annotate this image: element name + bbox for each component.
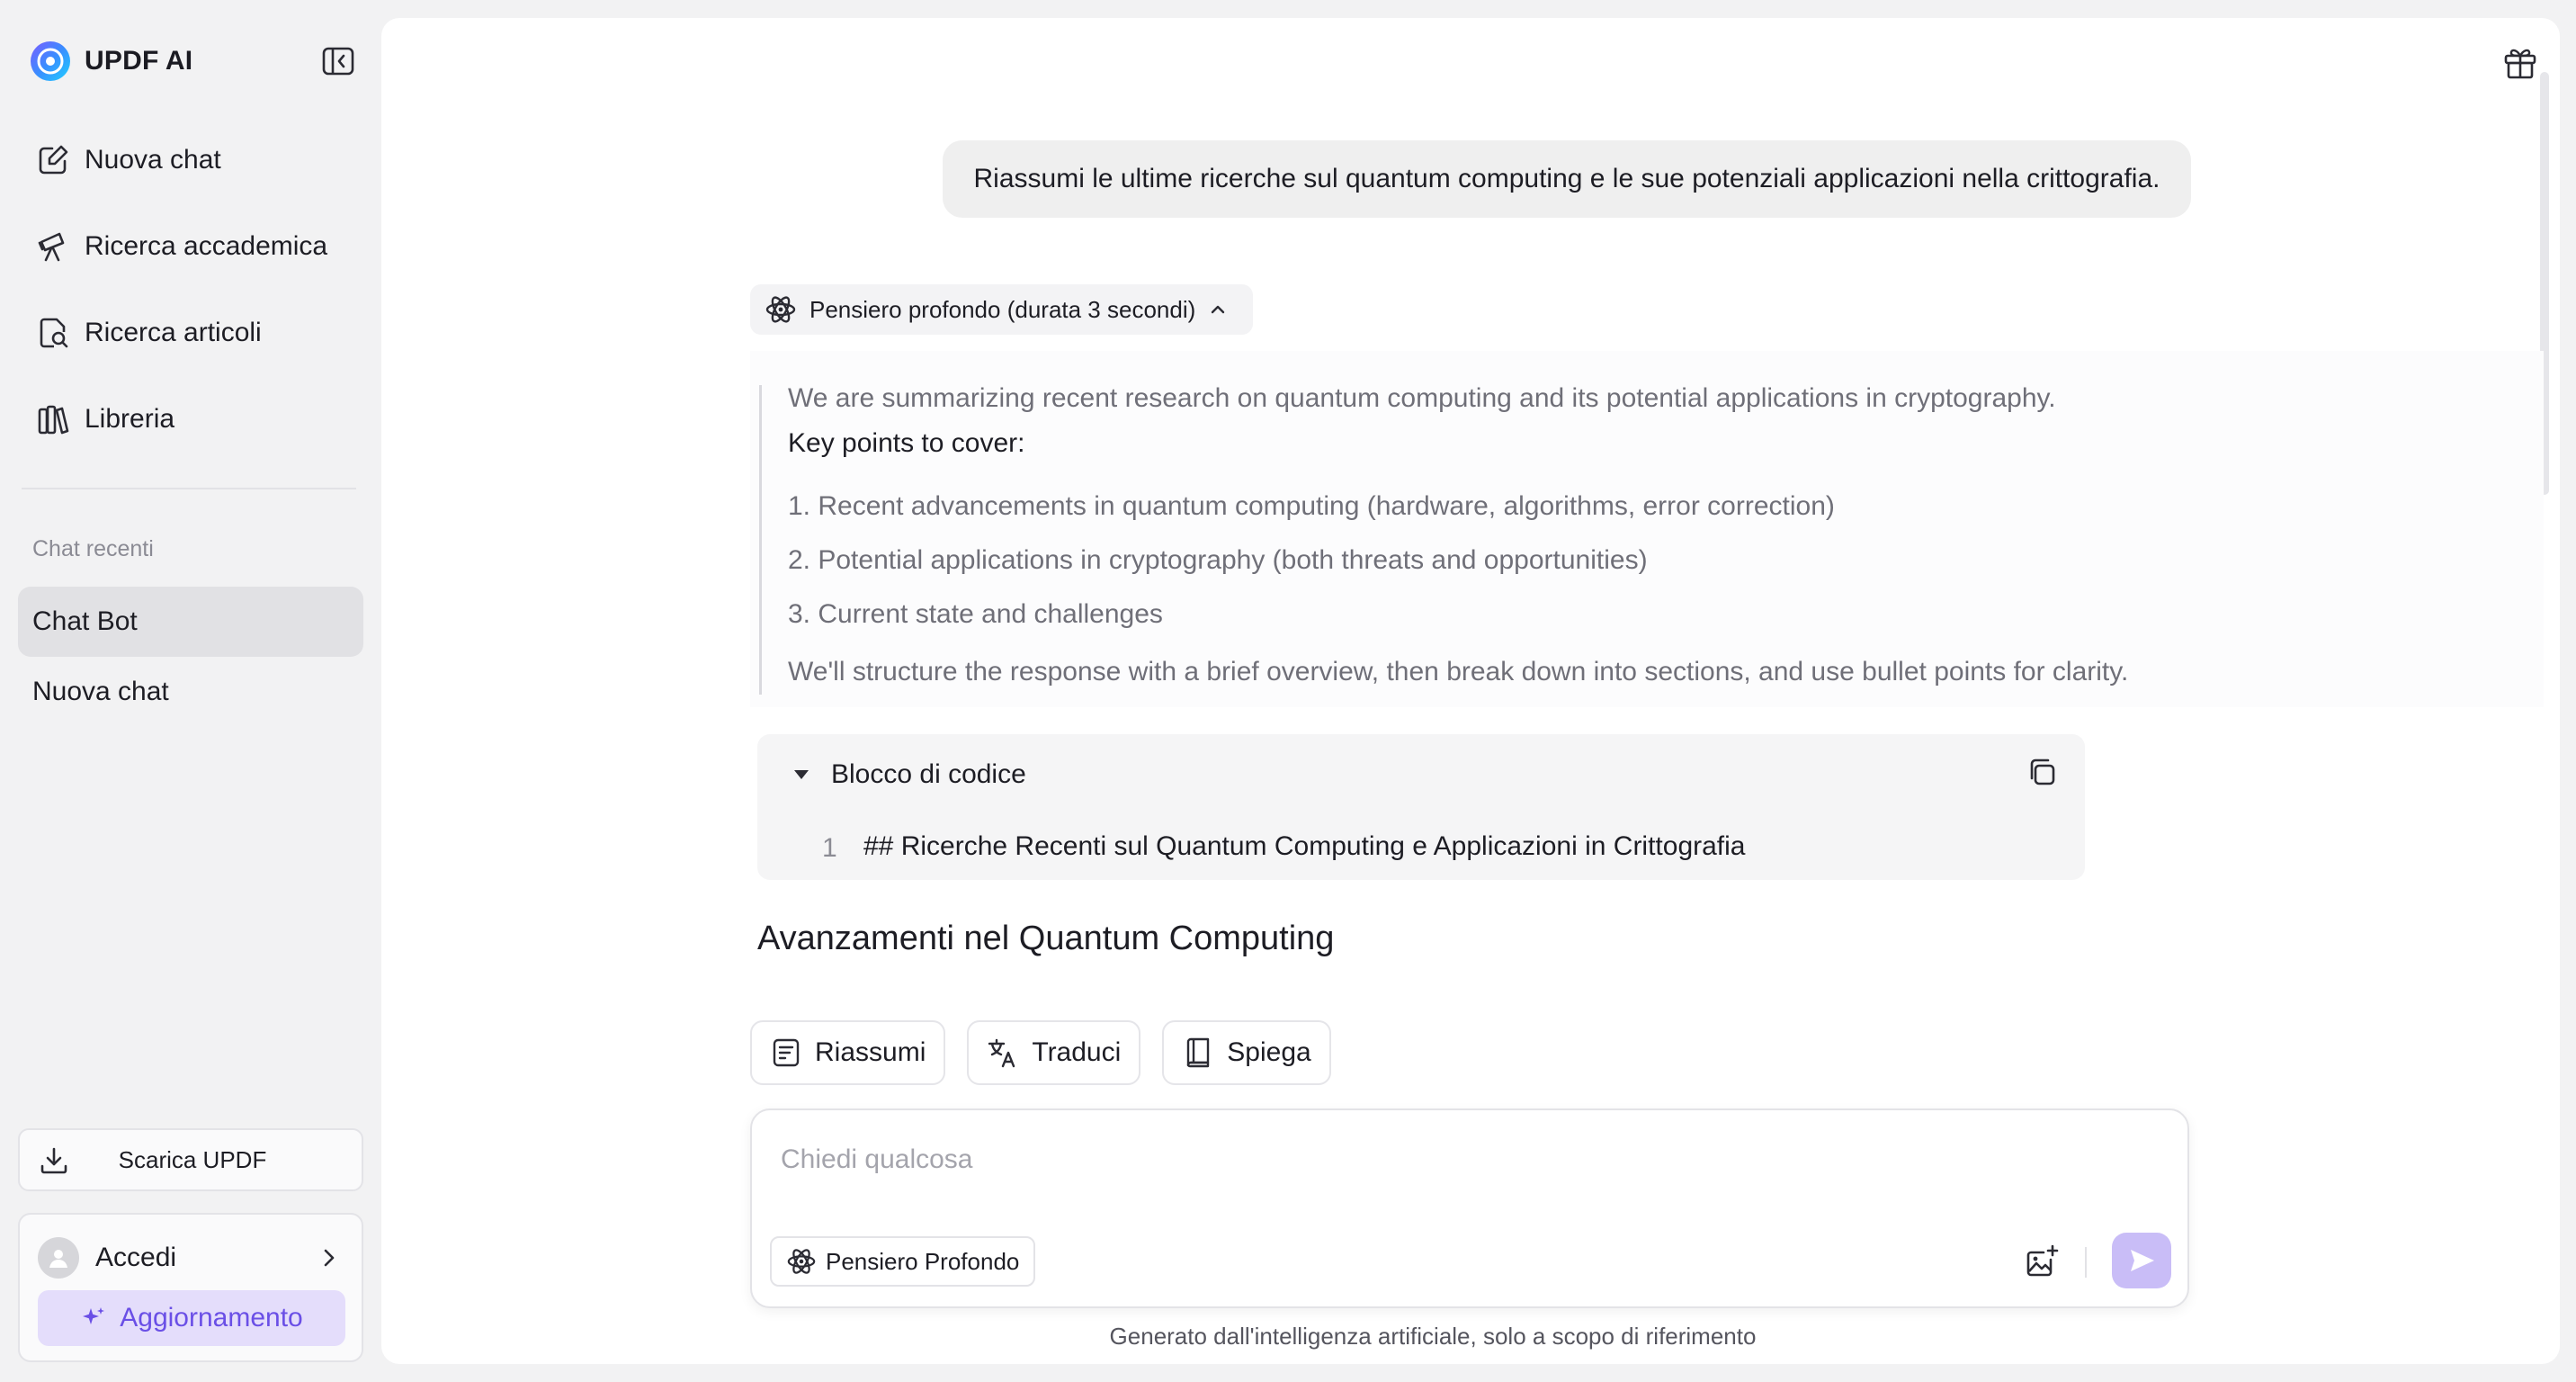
recent-chats-list	[18, 587, 363, 727]
caret-down-icon	[792, 765, 811, 785]
nav-item-label: Nuova chat	[85, 145, 221, 175]
nav-item-library[interactable]	[18, 380, 363, 459]
code-block-toggle[interactable]	[792, 759, 1026, 790]
document-search-icon	[36, 316, 70, 350]
add-image-icon[interactable]	[2024, 1243, 2060, 1279]
nav-item-label: Ricerca accademica	[85, 231, 328, 261]
deep-thinking-label: Pensiero profondo (durata 3 secondi)	[809, 295, 1196, 323]
user-message: Riassumi le ultime ricerche sul quantum computing e le sue potenziali applicazioni nella crittografia.	[943, 140, 2191, 218]
code-block	[757, 734, 2085, 880]
sidebar-toggle-icon	[322, 47, 354, 76]
ai-disclaimer	[381, 1323, 2560, 1351]
library-icon	[36, 402, 70, 436]
download-label: Scarica UPDF	[118, 1145, 267, 1173]
sparkle-icon	[80, 1305, 107, 1332]
sidebar-nav	[18, 121, 363, 466]
code-block-title: Blocco di codice	[831, 759, 1026, 789]
deep-thinking-toggle[interactable]	[750, 284, 1253, 335]
upgrade-button[interactable]	[38, 1290, 345, 1346]
explain-button[interactable]	[1162, 1020, 1330, 1085]
send-icon	[2126, 1245, 2157, 1276]
message-input[interactable]	[779, 1137, 2128, 1182]
thinking-line: Key points to cover:	[788, 428, 1025, 458]
code-line: ## Ricerche Recenti sul Quantum Computing e Applicazioni in Crittografia	[863, 831, 1746, 861]
copy-icon[interactable]	[2026, 756, 2058, 788]
avatar	[38, 1237, 79, 1279]
ai-disclaimer-text: Generato dall'intelligenza artificiale, solo a scopo di riferimento	[1109, 1323, 1757, 1350]
sign-in-row[interactable]	[38, 1233, 347, 1283]
sidebar-divider	[22, 488, 356, 489]
summarize-button[interactable]	[750, 1020, 945, 1085]
upgrade-label: Aggiornamento	[120, 1303, 303, 1333]
telescope-icon	[36, 229, 70, 264]
thinking-line: 3. Current state and challenges	[788, 599, 1163, 629]
chevron-right-icon	[317, 1245, 342, 1270]
thinking-quote-bar	[759, 385, 762, 695]
translate-icon	[987, 1036, 1019, 1069]
edit-icon	[36, 143, 70, 177]
atom-icon	[765, 293, 797, 326]
deep-thinking-mode-label: Pensiero Profondo	[826, 1247, 1020, 1275]
nav-item-new-chat[interactable]	[18, 121, 363, 200]
gift-icon[interactable]	[2500, 41, 2540, 81]
nav-item-article-search[interactable]	[18, 293, 363, 372]
brand	[29, 40, 192, 83]
book-icon	[1182, 1036, 1214, 1069]
download-updf-button[interactable]	[18, 1128, 363, 1191]
thinking-content	[750, 351, 2544, 707]
thinking-line: We are summarizing recent research on quantum computing and its potential applications in cryptography.	[788, 383, 2056, 413]
updf-logo-icon	[29, 40, 72, 83]
sign-in-label: Accedi	[95, 1243, 177, 1272]
summarize-icon	[770, 1036, 802, 1069]
user-icon	[46, 1245, 71, 1270]
atom-icon	[786, 1246, 817, 1277]
nav-item-academic-research[interactable]	[18, 207, 363, 286]
nav-item-label: Ricerca articoli	[85, 318, 262, 347]
account-card	[18, 1213, 363, 1362]
app-name: UPDF AI	[85, 46, 193, 76]
thinking-line: 1. Recent advancements in quantum computing (hardware, algorithms, error correction)	[788, 491, 1835, 521]
deep-thinking-mode-button[interactable]	[770, 1236, 1035, 1287]
send-button[interactable]	[2112, 1233, 2171, 1288]
thinking-line: We'll structure the response with a brief overview, then break down into sections, and use bullet points for clarity.	[788, 657, 2129, 687]
nav-item-label: Libreria	[85, 404, 175, 434]
response-heading: Avanzamenti nel Quantum Computing	[757, 920, 1335, 957]
quick-actions	[750, 1020, 1353, 1085]
message-composer	[750, 1108, 2189, 1308]
chevron-up-icon	[1208, 300, 1228, 319]
explain-label: Spiega	[1227, 1037, 1311, 1067]
recent-chat-item[interactable]: Chat Bot	[18, 587, 363, 657]
translate-button[interactable]	[967, 1020, 1140, 1085]
code-line-number: 1	[822, 833, 837, 863]
composer-separator	[2085, 1247, 2087, 1278]
summarize-label: Riassumi	[815, 1037, 926, 1067]
translate-label: Traduci	[1032, 1037, 1122, 1067]
recent-chats-title: Chat recenti	[32, 536, 154, 561]
chat-panel	[381, 18, 2560, 1364]
sidebar	[0, 0, 381, 1382]
thinking-line: 2. Potential applications in cryptography (both threats and opportunities)	[788, 545, 1648, 575]
recent-chat-item[interactable]: Nuova chat	[32, 677, 169, 706]
collapse-sidebar-button[interactable]	[320, 45, 356, 77]
